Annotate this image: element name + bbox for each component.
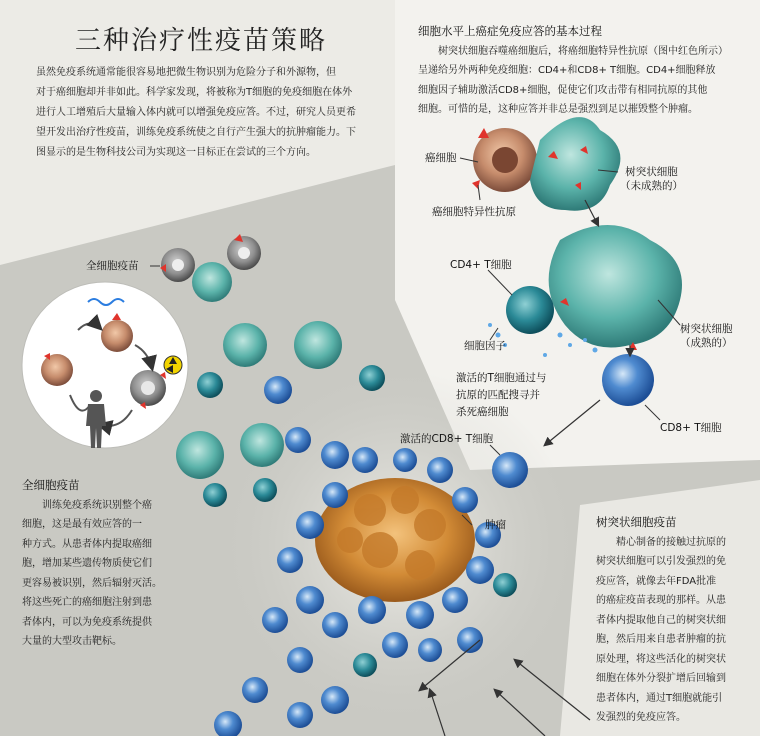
intro-line: 图显示的是生物科技公司为实现这一目标正在尝试的三个方向。: [36, 147, 316, 158]
intro-line: 望开发出治疗性疫苗，训练免疫系统使之自行产生强大的抗肿瘤能力。下: [36, 127, 356, 138]
whole-cell-line: 胞，增加某些遗传物质使它们: [22, 558, 152, 569]
label-cd8: CD8+ T细胞: [660, 422, 722, 434]
label-whole-cell-vaccine: 全细胞疫苗: [86, 260, 139, 272]
whole-cell-line: 大量的大型攻击靶标。: [22, 636, 122, 647]
dc-vaccine-line: 疫应答，就像去年FDA批准: [596, 575, 717, 587]
whole-cell-line: 细胞，这是最有效应答的一: [22, 519, 142, 530]
dc-vaccine-line: 患者体内，通过T细胞就能引: [596, 692, 723, 704]
whole-cell-heading: 全细胞疫苗: [22, 478, 80, 492]
dc-vaccine-line: 精心制备的接触过抗原的: [616, 536, 726, 548]
whole-cell-line: 将这些死亡的癌细胞注射到患: [22, 597, 152, 608]
label-activated-tcell-line: 抗原的匹配搜寻并: [456, 389, 540, 401]
label-mature-dc-line: 树突状细胞: [680, 323, 733, 335]
basic-process-text: [418, 22, 753, 120]
label-antigen: 癌细胞特异性抗原: [432, 206, 516, 218]
label-activated-tcell-line: 杀死癌细胞: [456, 406, 509, 418]
basic-process-line: 细胞因子辅助激活CD8+细胞，促使它们攻击带有相同抗原的其他: [418, 84, 708, 96]
intro-line: 对于癌细胞却并非如此。科学家发现，将被称为T细胞的免疫细胞在体外: [36, 87, 353, 98]
basic-process-heading: 细胞水平上癌症免疫应答的基本过程: [418, 24, 602, 38]
dc-vaccine-line: 细胞在体外分裂扩增后回输到: [596, 673, 726, 684]
whole-cell-line: 更容易被识别，然后辐射灭活。: [22, 577, 162, 589]
label-cancer-cell: 癌细胞: [425, 152, 457, 164]
label-immature-dc-line: （未成熟的）: [620, 180, 683, 192]
whole-cell-line: 者体内，可以为免疫系统提供: [22, 616, 152, 628]
basic-process-line: 细胞。可惜的是，这种应答并非总是强烈到足以摧毁整个肿瘤。: [418, 104, 698, 115]
whole-cell-line: 种方式。从患者体内提取癌细: [22, 538, 152, 550]
label-tumor: 肿瘤: [485, 519, 506, 531]
label-mature-dc: [680, 322, 733, 350]
page-title: 三种治疗性疫苗策略: [75, 26, 328, 56]
basic-process-line: 呈递给另外两种免疫细胞：CD4+和CD8+ T细胞。CD4+细胞释放: [418, 65, 716, 76]
whole-cell-text: [22, 476, 197, 652]
label-activated-tcell-line: 激活的T细胞通过与: [456, 372, 547, 384]
label-activated-tcell: [456, 370, 546, 421]
intro-line: 虽然免疫系统通常能很容易地把微生物识别为危险分子和外源物，但: [36, 67, 336, 78]
label-immature-dc-line: 树突状细胞: [625, 166, 678, 178]
label-mature-dc-line: （成熟的）: [680, 337, 733, 349]
dc-vaccine-line: 树突状细胞可以引发强烈的免: [596, 556, 726, 567]
label-activated-cd8: 激活的CD8+ T细胞: [400, 433, 494, 445]
label-immature-dc: [620, 165, 683, 193]
intro-line: 进行人工增殖后大量输入体内就可以增强免疫应答。不过，研究人员更希: [36, 107, 356, 118]
dc-vaccine-line: 的癌症疫苗表现的那样。从患: [596, 595, 726, 606]
label-cytokine: 细胞因子: [464, 340, 506, 352]
dc-vaccine-text: [596, 513, 756, 728]
intro-text: [36, 63, 381, 163]
dc-vaccine-line: 者体内提取他自己的树突状细: [596, 614, 726, 626]
dc-vaccine-line: 原处理，将这些活化的树突状: [596, 653, 726, 665]
dc-vaccine-line: 发强烈的免疫应答。: [596, 712, 686, 723]
label-cd4: CD4+ T细胞: [450, 259, 512, 271]
dc-vaccine-heading: 树突状细胞疫苗: [596, 515, 677, 529]
basic-process-line: 树突状细胞吞噬癌细胞后，将癌细胞特异性抗原（图中红色所示）: [438, 45, 728, 57]
whole-cell-line: 训练免疫系统识别整个癌: [42, 499, 152, 511]
dc-vaccine-line: 胞，然后用来自患者肿瘤的抗: [596, 634, 726, 645]
